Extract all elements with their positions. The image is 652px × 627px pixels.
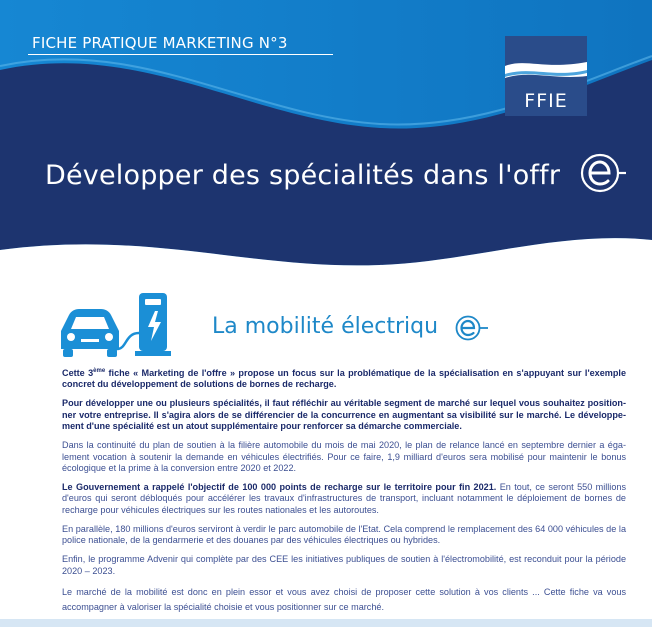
footer-bar — [0, 619, 652, 627]
charging-points-highlight: Le Gouvernement a rappelé l'objectif de 100 000 points de recharge sur le territoire pour fin 2021. — [62, 482, 497, 493]
charging-points-paragraph — [62, 482, 626, 516]
body-text — [62, 366, 626, 622]
ordinal-superscript: ème — [93, 368, 106, 374]
electric-car-charging-icon — [55, 291, 175, 361]
section-title: La mobilité électriqu — [212, 314, 439, 339]
charging-points-text: En tout, ce seront 550 millions d'euros qui seront débloqués pour accélérer les travaux d'infrastructures de transport, incluant notamment le déploiement de bornes de recharge pour véhicules électriques sur les routes nationales et les autoroutes. — [62, 482, 626, 515]
state-fleet-paragraph: En parallèle, 180 millions d'euros serviront à verdir le parc automobile de l'Etat. Cela comprend le remplacement des 64 000 véhicules de la police nationale, de la gendarmerie et des douanes par des véhicules électriques ou hybrides. — [62, 523, 626, 546]
specialty-paragraph: Pour développer une ou plusieurs spécialités, il faut réfléchir au véritable segment de marché sur lequel vous souhaitez position-ner votre entreprise. Il s'agira alors de se différencier de la concurrence en augmentant sa visibilité sur le marché. Le développe-ment d'une spécialité est un atout supplémentaire pour renforcer sa démarche commerciale. — [62, 398, 626, 432]
document-kicker: FICHE PRATIQUE MARKETING N°3 — [32, 34, 288, 52]
intro-text-end: fiche « Marketing de l'offre » propose un focus sur la problématique de la spécialisation en s'appuyant sur l'exemple concret du développement de solutions de bornes de recharge. — [62, 368, 627, 390]
page-title: Développer des spécialités dans l'offr — [45, 160, 561, 191]
e-circle-icon — [580, 150, 626, 196]
intro-paragraph — [62, 366, 626, 391]
kicker-underline — [28, 54, 333, 55]
logo-text: FFIE — [524, 90, 568, 112]
ffie-logo — [505, 36, 587, 116]
e-circle-icon — [455, 314, 489, 342]
advenir-paragraph: Enfin, le programme Advenir qui complète par des CEE les initiatives publiques de soutien à l'électromobilité, est reconduit pour la période 2020 – 2023. — [62, 554, 626, 576]
relaunch-plan-paragraph: Dans la continuité du plan de soutien à la filière automobile du mois de mai 2020, le plan de relance lancé en septembre dernier a éga-lement vocation à soutenir la demande en véhicules électrifiés. Pour ce faire, 1,9 milliard d'euros sera mobilisé pour maintenir le bonus écologique et la prime à la conversion entre 2020 et 2022. — [62, 440, 626, 474]
conclusion-paragraph: Le marché de la mobilité est donc en plein essor et vous avez choisi de proposer cette solution à vos clients ... Cette fiche va vous accompagner à valoriser la spécialité choisie et vous positionner sur ce marché. — [62, 586, 626, 612]
intro-text-start: Cette 3 — [62, 368, 94, 379]
